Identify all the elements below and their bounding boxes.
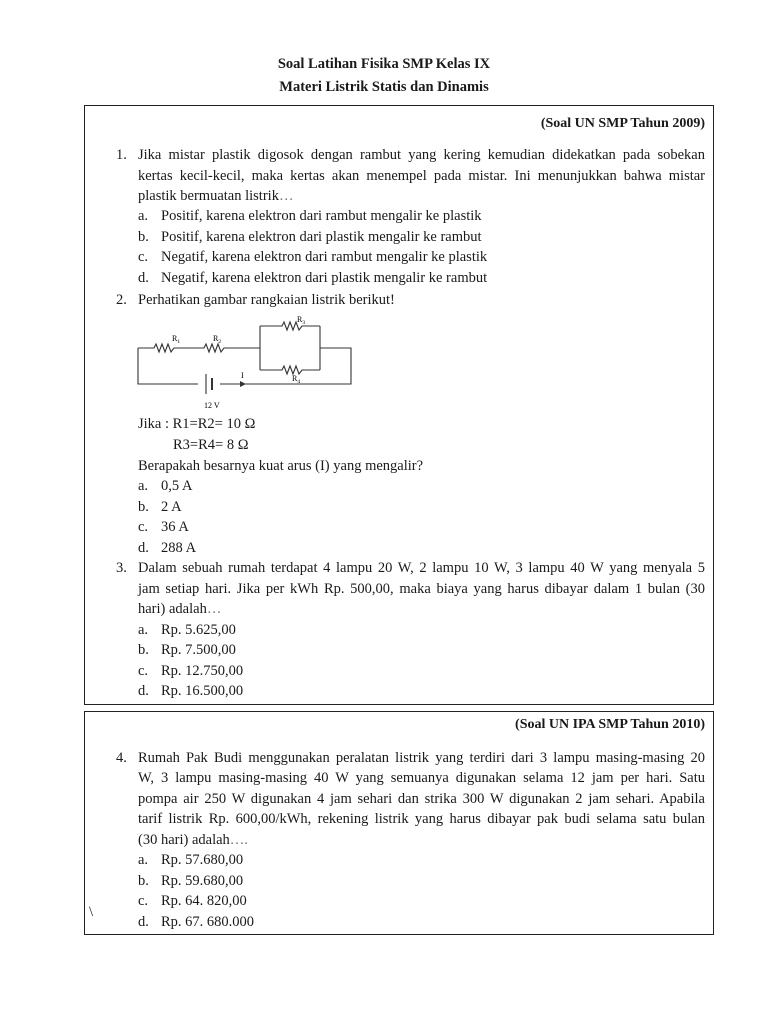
question-line: W, 3 lampu masing-masing 40 W yang semuanya digunakan selama 12 jam per hari. Satu bbox=[138, 770, 705, 786]
question-line: (30 hari) adalah…. bbox=[138, 832, 248, 848]
r3-label: $R_3$ bbox=[297, 315, 306, 326]
stray-backslash: \ bbox=[89, 904, 94, 920]
question-text: Berapakah besarnya kuat arus (I) yang mengalir? bbox=[138, 458, 424, 474]
question-line: plastik bermuatan listrik… bbox=[138, 188, 294, 204]
question-prompt: Perhatikan gambar rangkaian listrik berikut! bbox=[138, 292, 395, 308]
option-letter: d. bbox=[138, 914, 149, 930]
question-line: jam setiap hari. Jika per kWh Rp. 500,00, maka biaya yang harus dibayar dalam 1 bulan (30 bbox=[138, 581, 705, 597]
option-text: Positif, karena elektron dari rambut mengalir ke plastik bbox=[161, 208, 482, 224]
question-number: 1. bbox=[116, 147, 127, 163]
option-letter: b. bbox=[138, 642, 149, 658]
circuit-diagram bbox=[134, 312, 356, 412]
option-text: Negatif, karena elektron dari rambut mengalir ke plastik bbox=[161, 249, 488, 265]
option-text: Negatif, karena elektron dari plastik mengalir ke rambut bbox=[161, 270, 488, 286]
option-letter: b. bbox=[138, 499, 149, 515]
option-text: 0,5 A bbox=[161, 478, 193, 494]
option-letter: c. bbox=[138, 893, 149, 909]
question-number: 2. bbox=[116, 292, 127, 308]
question-number: 4. bbox=[116, 750, 127, 766]
option-letter: d. bbox=[138, 540, 149, 556]
option-letter: b. bbox=[138, 873, 149, 889]
option-letter: c. bbox=[138, 519, 149, 535]
option-letter: a. bbox=[138, 478, 149, 494]
question-line: Rumah Pak Budi menggunakan peralatan listrik yang terdiri dari 3 lampu masing-masing 20 bbox=[138, 750, 705, 766]
section-source: (Soal UN IPA SMP Tahun 2010) bbox=[515, 717, 705, 732]
option-letter: d. bbox=[138, 270, 149, 286]
option-text: Rp. 64. 820,00 bbox=[161, 893, 247, 909]
r4-label: $R_4$ bbox=[292, 374, 301, 385]
page-title: Soal Latihan Fisika SMP Kelas IX bbox=[277, 56, 491, 72]
option-letter: c. bbox=[138, 249, 149, 265]
current-label: I bbox=[241, 371, 244, 380]
question-line: tarif listrik Rp. 600,00/kWh, rekening listrik yang harus dibayar pak budi selama satu bulan bbox=[138, 811, 705, 827]
option-letter: d. bbox=[138, 683, 149, 699]
r2-label: $R_2$ bbox=[213, 334, 222, 345]
page-subtitle: Materi Listrik Statis dan Dinamis bbox=[279, 79, 489, 95]
option-text: Rp. 67. 680.000 bbox=[161, 914, 255, 930]
current-arrow bbox=[240, 381, 246, 387]
option-text: Rp. 16.500,00 bbox=[161, 683, 244, 699]
given-values: Jika : R1=R2= 10 Ω bbox=[138, 416, 256, 432]
given-values: R3=R4= 8 Ω bbox=[173, 437, 249, 453]
option-letter: a. bbox=[138, 208, 149, 224]
option-letter: a. bbox=[138, 622, 149, 638]
option-text: Rp. 12.750,00 bbox=[161, 663, 244, 679]
question-number: 3. bbox=[116, 560, 127, 576]
voltage-label: 12 V bbox=[204, 401, 220, 410]
option-text: Rp. 57.680,00 bbox=[161, 852, 244, 868]
option-text: 36 A bbox=[161, 519, 189, 535]
option-text: Positif, karena elektron dari plastik mengalir ke rambut bbox=[161, 229, 482, 245]
question-line: Jika mistar plastik digosok dengan rambut yang kering kemudian didekatkan pada sobekan bbox=[138, 147, 705, 163]
question-line: Dalam sebuah rumah terdapat 4 lampu 20 W, 2 lampu 10 W, 3 lampu 40 W yang menyala 5 bbox=[138, 560, 705, 576]
option-text: 288 A bbox=[161, 540, 197, 556]
section-source: (Soal UN SMP Tahun 2009) bbox=[540, 116, 705, 131]
option-text: Rp. 5.625,00 bbox=[161, 622, 236, 638]
r1-label: $R_1$ bbox=[172, 334, 181, 345]
question-line: kertas kecil-kecil, maka kertas akan menempel pada mistar. Ini menunjukkan bahwa mistar bbox=[138, 168, 705, 184]
option-text: Rp. 59.680,00 bbox=[161, 873, 244, 889]
question-line: pompa air 250 W digunakan 4 jam sehari dan strika 300 W digunakan 2 jam sehari. Apabila bbox=[138, 791, 705, 807]
option-letter: c. bbox=[138, 663, 149, 679]
option-letter: a. bbox=[138, 852, 149, 868]
question-line: hari) adalah… bbox=[138, 601, 222, 617]
option-text: 2 A bbox=[161, 499, 182, 515]
option-letter: b. bbox=[138, 229, 149, 245]
option-text: Rp. 7.500,00 bbox=[161, 642, 236, 658]
